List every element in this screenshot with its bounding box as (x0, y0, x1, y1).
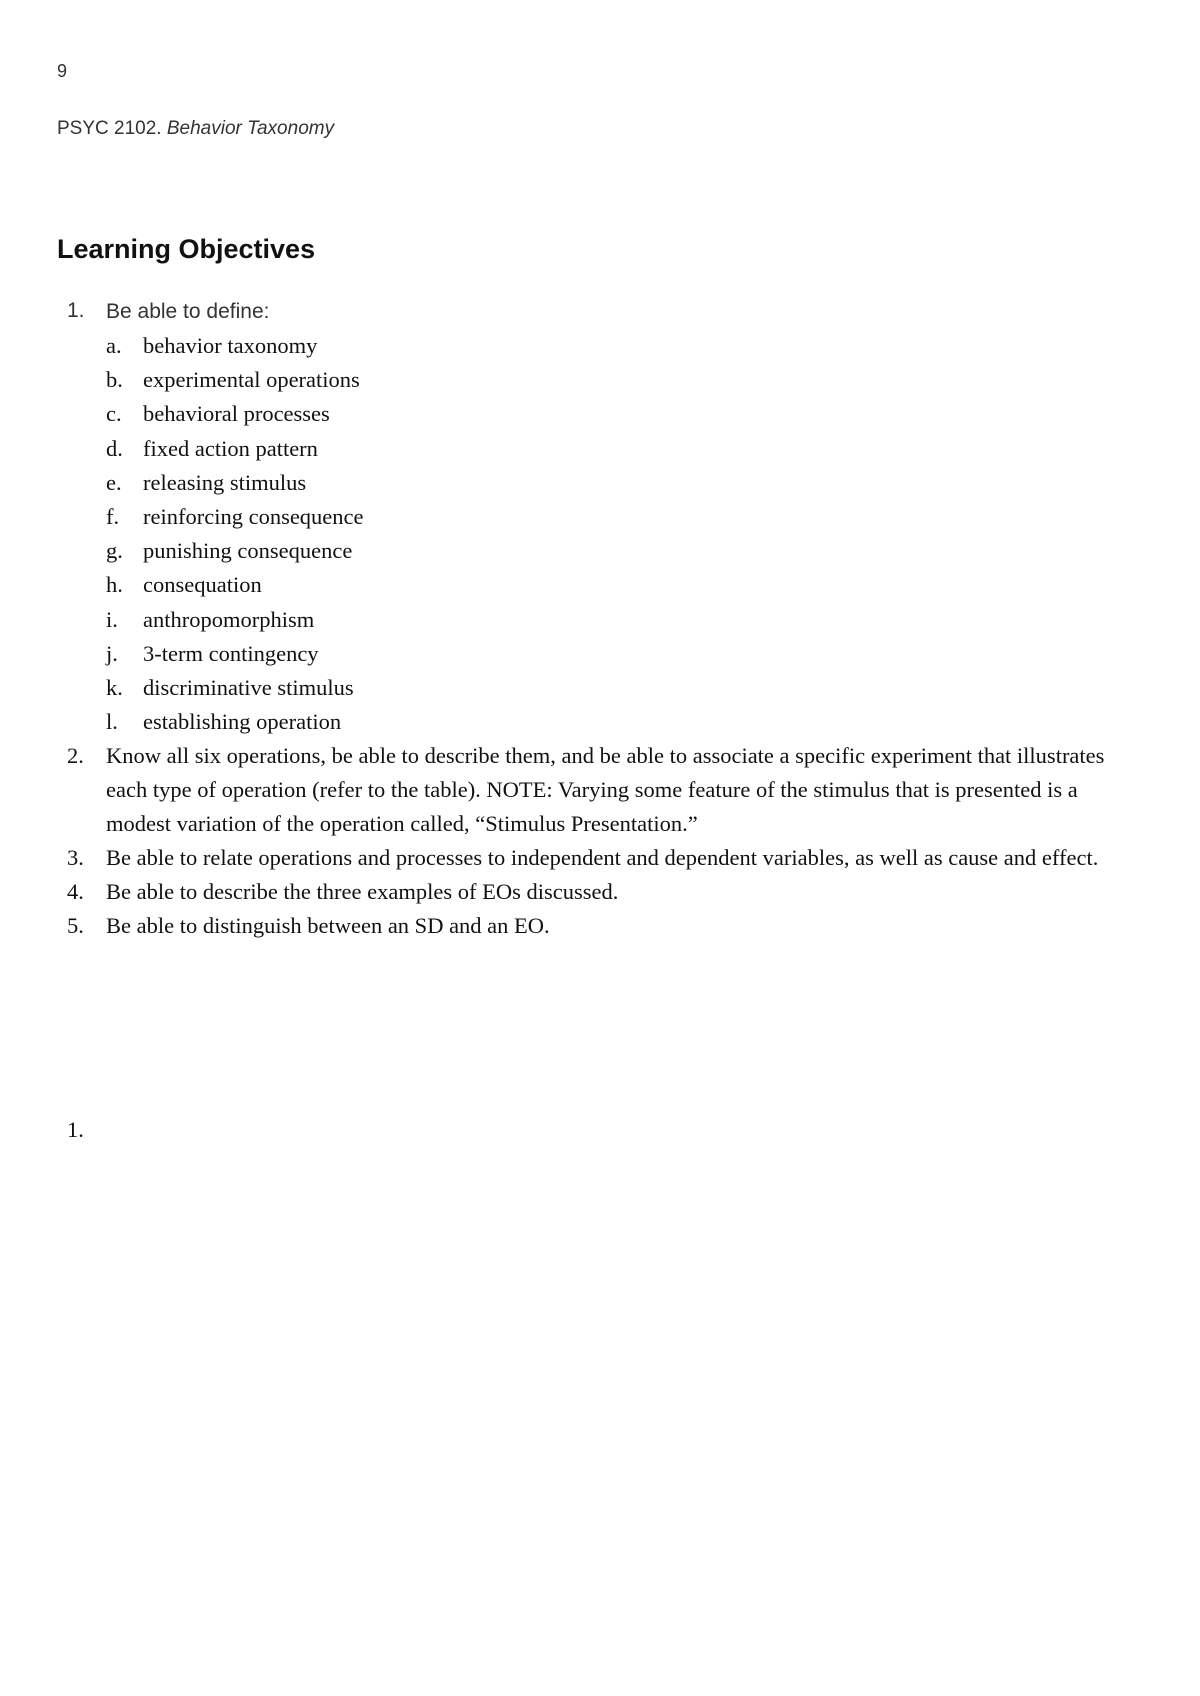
sub-list-item (106, 363, 1147, 397)
sub-item-text: consequation (143, 572, 262, 598)
sub-item-text: 3-term contingency (143, 640, 319, 666)
objective-marker: 2. (67, 743, 84, 769)
sub-item-marker: k. (106, 675, 123, 701)
sub-item-text: anthropomorphism (143, 606, 315, 632)
objective-item (57, 909, 1147, 943)
objective-marker: 4. (67, 879, 84, 905)
sub-item-marker: i. (106, 606, 118, 632)
objective-text: Be able to define: (106, 300, 270, 323)
sub-list-item (106, 466, 1147, 500)
definition-sub-list (106, 329, 1147, 739)
running-header (57, 117, 334, 141)
sub-list-item (106, 637, 1147, 671)
objective-text: Be able to relate operations and processes to independent and dependent variables, as well as cause and effect. (106, 845, 1099, 871)
sub-item-text: behavioral processes (143, 401, 330, 427)
sub-item-marker: h. (106, 572, 123, 598)
sub-list-item (106, 568, 1147, 602)
sub-list-item (106, 534, 1147, 568)
objective-item (57, 294, 1147, 739)
objective-text: Be able to distinguish between an SD and an EO. (106, 913, 550, 939)
empty-list-number: 1. (67, 1117, 84, 1142)
sub-item-marker: b. (106, 367, 123, 393)
objectives-list (57, 294, 1147, 943)
objective-item (57, 841, 1147, 875)
sub-item-text: releasing stimulus (143, 469, 307, 495)
sub-list-item (106, 432, 1147, 466)
objective-item (57, 739, 1147, 841)
sub-item-text: experimental operations (143, 367, 360, 393)
page-number: 9 (57, 61, 68, 81)
sub-list-item (106, 705, 1147, 739)
header-course: PSYC 2102. (57, 118, 162, 139)
objective-text: Know all six operations, be able to describe them, and be able to associate a specific experiment that illustrates each type of operation (refer to the table). NOTE: Varying some feature of the stimulus that is presented is a modest variation of the operation called, “Stimulus Presentation.” (106, 743, 1105, 837)
sub-list-item (106, 500, 1147, 534)
sub-list-item (106, 603, 1147, 637)
sub-list-item (106, 329, 1147, 363)
sub-item-marker: e. (106, 469, 122, 495)
sub-item-marker: a. (106, 333, 122, 358)
sub-item-marker: l. (106, 709, 118, 735)
objective-text: Be able to describe the three examples of EOs discussed. (106, 879, 619, 905)
section-title: Learning Objectives (57, 234, 316, 264)
sub-item-text: establishing operation (143, 709, 342, 735)
sub-item-marker: d. (106, 435, 123, 461)
objective-item (57, 875, 1147, 909)
sub-item-marker: f. (106, 504, 120, 530)
sub-item-marker: c. (106, 401, 122, 427)
objective-marker: 5. (67, 913, 84, 939)
objective-marker: 1. (67, 299, 85, 322)
objective-marker: 3. (67, 845, 84, 871)
sub-list-item (106, 397, 1147, 431)
sub-item-text: discriminative stimulus (143, 675, 354, 701)
sub-list-item (106, 671, 1147, 705)
sub-item-marker: j. (106, 640, 118, 666)
sub-item-marker: g. (106, 538, 123, 564)
sub-item-text: fixed action pattern (143, 435, 318, 461)
sub-item-text: behavior taxonomy (143, 333, 318, 358)
header-title: Behavior Taxonomy (166, 118, 335, 139)
sub-item-text: reinforcing consequence (143, 504, 364, 530)
sub-item-text: punishing consequence (143, 538, 353, 564)
